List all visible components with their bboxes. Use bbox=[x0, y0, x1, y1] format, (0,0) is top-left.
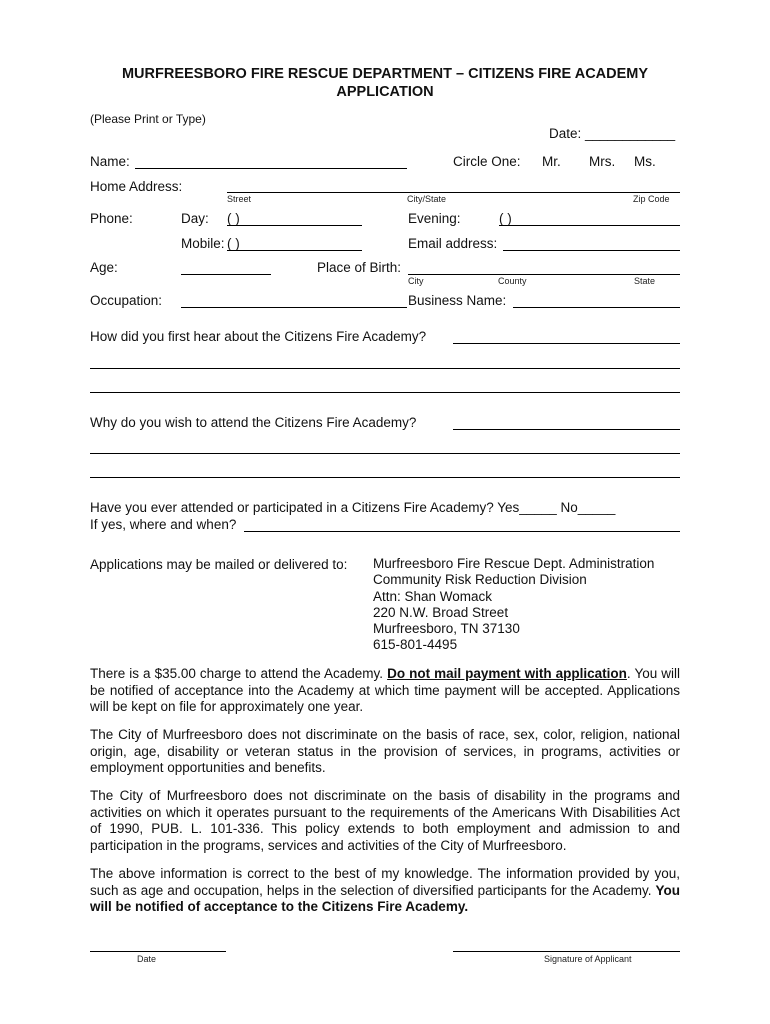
day-phone-label: Day: bbox=[181, 211, 209, 226]
name-input-line[interactable] bbox=[135, 168, 407, 169]
signature-date-line[interactable] bbox=[90, 951, 226, 952]
mailing-address-line: Attn: Shan Womack bbox=[373, 588, 493, 604]
certification-paragraph bbox=[90, 866, 680, 916]
occupation-input-line[interactable] bbox=[181, 307, 407, 308]
mailing-phone: 615-801-4495 bbox=[373, 637, 458, 653]
certification-text: The above information is correct to the best of my knowledge. The information provided by you, such as age and occupation, helps in the selection of diversified participants for the Academy. bbox=[90, 866, 680, 898]
pob-city-sublabel: City bbox=[408, 276, 424, 286]
ada-paragraph: The City of Murfreesboro does not discriminate on the basis of disability in the programs and activities on which it operates pursuant to the requirements of the Americans With Disabilities Act of 1990, PUB. L. 101-336. This policy extends to both employment and admission to and participation in the programs, services and activities of the City of Murfreesboro. bbox=[90, 788, 680, 853]
form-title-line1: MURFREESBORO FIRE RESCUE DEPARTMENT – CITIZENS FIRE ACADEMY bbox=[121, 66, 649, 82]
why-attend-answer-line-3[interactable] bbox=[90, 477, 680, 478]
applicant-signature-line[interactable] bbox=[453, 951, 680, 952]
mobile-phone-areacode[interactable]: ( ) bbox=[227, 236, 240, 251]
mailing-address-line: Community Risk Reduction Division bbox=[373, 572, 587, 588]
business-name-input-line[interactable] bbox=[513, 307, 680, 308]
why-attend-answer-line-2[interactable] bbox=[90, 453, 680, 454]
home-address-input-line[interactable] bbox=[227, 192, 680, 193]
fee-text: There is a $35.00 charge to attend the Academy. bbox=[90, 666, 388, 681]
pob-county-sublabel: County bbox=[498, 276, 527, 286]
applicant-signature-label: Signature of Applicant bbox=[544, 954, 632, 964]
first-hear-answer-line-3[interactable] bbox=[90, 392, 680, 393]
acceptance-notice: You will be notified of acceptance to the Citizens Fire Academy. bbox=[90, 882, 680, 914]
city-state-sublabel: City/State bbox=[407, 194, 447, 204]
first-hear-answer-line-2[interactable] bbox=[90, 368, 680, 369]
nondiscrimination-paragraph: The City of Murfreesboro does not discriminate on the basis of race, sex, color, religion, national origin, age, disability or veteran status in the provision of services, in programs, activities or employment opportunities and benefits. bbox=[90, 727, 680, 775]
email-label: Email address: bbox=[408, 236, 498, 251]
day-phone-areacode[interactable]: ( ) bbox=[227, 211, 240, 226]
street-sublabel: Street bbox=[227, 194, 252, 204]
question-attended-before[interactable]: Have you ever attended or participated in a Citizens Fire Academy? Yes_____ No_____ bbox=[90, 500, 616, 515]
fee-paragraph bbox=[90, 666, 680, 716]
mailing-address-line: 220 N.W. Broad Street bbox=[373, 604, 509, 620]
evening-phone-areacode[interactable]: ( ) bbox=[499, 211, 512, 226]
question-where-when: If yes, where and when? bbox=[90, 517, 237, 532]
age-input-line[interactable] bbox=[181, 274, 271, 275]
email-input-line[interactable] bbox=[503, 250, 680, 251]
signature-date-label: Date bbox=[137, 954, 157, 964]
date-field[interactable]: Date: ____________ bbox=[549, 126, 676, 141]
day-phone-input-line[interactable] bbox=[227, 225, 362, 226]
question-why-attend: Why do you wish to attend the Citizens Fire Academy? bbox=[90, 415, 417, 430]
zip-sublabel: Zip Code bbox=[633, 194, 670, 204]
form-title-line2: APPLICATION bbox=[336, 84, 434, 100]
acceptance-text: . You will be notified of acceptance into the Academy at which time payment will be accepted. Applications will be kept on file for approximately one year. bbox=[90, 666, 680, 714]
print-instruction: (Please Print or Type) bbox=[90, 112, 206, 126]
occupation-label: Occupation: bbox=[90, 293, 163, 308]
mailing-address bbox=[373, 556, 654, 654]
no-payment-notice: Do not mail payment with application bbox=[387, 666, 627, 681]
title-option-ms[interactable]: Ms. bbox=[634, 154, 656, 169]
pob-state-sublabel: State bbox=[634, 276, 656, 286]
where-when-answer-line[interactable] bbox=[244, 531, 680, 532]
why-attend-answer-line-1[interactable] bbox=[453, 429, 680, 430]
place-of-birth-label: Place of Birth: bbox=[317, 260, 402, 275]
mailing-address-line: Murfreesboro, TN 37130 bbox=[373, 621, 520, 637]
evening-phone-input-line[interactable] bbox=[499, 225, 680, 226]
mobile-phone-input-line[interactable] bbox=[227, 250, 362, 251]
name-label: Name: bbox=[90, 154, 130, 169]
phone-label: Phone: bbox=[90, 211, 133, 226]
mailing-label: Applications may be mailed or delivered to: bbox=[90, 557, 348, 572]
evening-phone-label: Evening: bbox=[408, 211, 461, 226]
business-name-label: Business Name: bbox=[408, 293, 507, 308]
place-of-birth-input-line[interactable] bbox=[408, 274, 680, 275]
title-option-mr[interactable]: Mr. bbox=[542, 154, 561, 169]
mailing-address-line: Murfreesboro Fire Rescue Dept. Administration bbox=[373, 556, 655, 571]
question-first-hear: How did you first hear about the Citizens Fire Academy? bbox=[90, 329, 427, 344]
home-address-label: Home Address: bbox=[90, 179, 183, 194]
title-option-mrs[interactable]: Mrs. bbox=[589, 154, 616, 169]
mobile-phone-label: Mobile: bbox=[181, 236, 225, 251]
age-label: Age: bbox=[90, 260, 118, 275]
first-hear-answer-line-1[interactable] bbox=[453, 343, 680, 344]
circle-one-label: Circle One: bbox=[453, 154, 521, 169]
